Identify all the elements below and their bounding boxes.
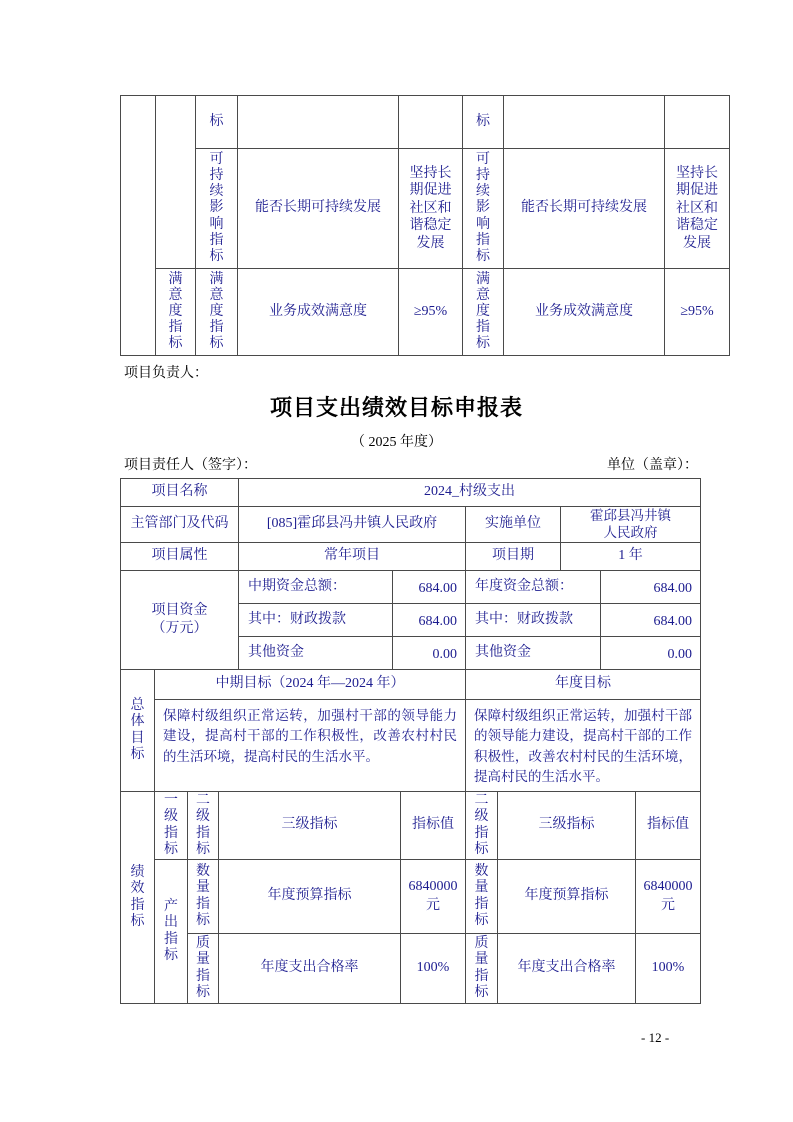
quantity-value-year-cell (636, 860, 701, 934)
header-value-year: 指标值 (647, 817, 689, 833)
cell-satisfaction-name-mid (238, 269, 399, 356)
satisfaction-level1: 满意度指标 (168, 271, 183, 352)
year-fiscal-value-cell (601, 604, 701, 637)
header-value-mid: 指标值 (412, 817, 454, 833)
quality-value-year-cell (636, 934, 701, 1004)
header-level1: 一级指标 (163, 793, 178, 857)
attr-value: 常年项目 (324, 548, 380, 564)
cell-empty-level1-col (156, 96, 196, 269)
header-value-mid-cell (401, 792, 466, 860)
year-goal-header: 年度目标 (555, 676, 611, 692)
cell-empty-performance-col (121, 96, 156, 356)
overall-goal-label-cell (121, 670, 155, 792)
quality-level3-year: 年度支出合格率 (517, 960, 616, 976)
cell-satisfaction-level1 (156, 269, 196, 356)
project-name-label: 项目名称 (151, 484, 208, 500)
header-level2-year: 二级指标 (474, 793, 489, 857)
quantity-value-mid-cell (401, 860, 466, 934)
sustain-name-mid: 能否长期可持续发展 (255, 200, 381, 216)
row-project-name (120, 478, 701, 507)
satisfaction-target-mid: ≥95% (413, 303, 448, 319)
dept-label: 主管部门及代码 (130, 516, 229, 532)
project-leader-label: 项目负责人： (124, 366, 208, 381)
quality-level2-year-cell (466, 934, 498, 1004)
cell-empty-year-name (504, 96, 665, 149)
dept-value: [085]霍邱县冯井镇人民政府 (266, 516, 438, 532)
impl-unit-label-cell (466, 507, 561, 543)
quality-value-year: 100% (651, 960, 685, 976)
mid-goal-header-cell (155, 670, 466, 700)
year-total-label-cell (466, 571, 601, 604)
cell-sustain-level2-year (463, 149, 504, 269)
sustain-level2-mid: 可持续影响指标 (209, 152, 224, 264)
header-value-year-cell (636, 792, 701, 860)
impl-unit-label: 实施单位 (485, 516, 541, 532)
attr-label: 项目属性 (151, 548, 208, 564)
mid-other-value-cell (393, 637, 466, 670)
quantity-level3-year-cell (498, 860, 636, 934)
cell-sustain-name-year (504, 149, 665, 269)
header-level3-year-cell (498, 792, 636, 860)
mid-fiscal-label: 其中：财政拨款 (248, 611, 346, 627)
page-number: - 12 - (641, 1030, 670, 1045)
period-value: 1 年 (618, 548, 643, 564)
mid-goal-header: 中期目标（2024 年—2024 年） (215, 676, 405, 692)
quantity-level2-year-cell (466, 860, 498, 934)
sustain-target-year: 坚持长期促进社区和谐稳定发展 (676, 165, 718, 251)
attr-value-cell (239, 543, 466, 571)
indicator-tail-mid: 标 (209, 113, 224, 129)
project-name-value-cell (239, 479, 701, 507)
fund-label: 项目资金（万元） (151, 602, 208, 636)
output-label: 产出指标 (163, 899, 178, 963)
header-level1-cell (155, 792, 188, 860)
year-goal-text-cell (466, 700, 701, 792)
period-label-cell (466, 543, 561, 571)
mid-other-label-cell (239, 637, 393, 670)
year-goal-header-cell (466, 670, 701, 700)
mid-other-label: 其他资金 (248, 644, 304, 660)
year-total-value-cell (601, 571, 701, 604)
mid-fiscal-value: 684.00 (418, 613, 457, 629)
cell-sustain-name-mid (238, 149, 399, 269)
year-fiscal-label-cell (466, 604, 601, 637)
mid-goal-text-cell (155, 700, 466, 792)
mid-fiscal-value-cell (393, 604, 466, 637)
sustain-level2-year: 可持续影响指标 (475, 152, 490, 264)
satisfaction-level2-year: 满意度指标 (475, 271, 490, 352)
mid-other-value: 0.00 (432, 646, 457, 662)
mid-total-value-cell (393, 571, 466, 604)
year-total-value: 684.00 (653, 580, 692, 596)
quantity-level2-mid-cell (188, 860, 219, 934)
cell-sustain-level2-mid (196, 149, 238, 269)
cell-satisfaction-name-year (504, 269, 665, 356)
cell-satisfaction-level2-mid (196, 269, 238, 356)
declaration-table (120, 478, 701, 1004)
impl-unit-value-cell (561, 507, 701, 543)
header-level3-mid-cell (219, 792, 401, 860)
year-other-label: 其他资金 (475, 644, 531, 660)
quantity-level3-year: 年度预算指标 (524, 888, 609, 904)
page-title: 项目支出绩效目标申报表 (269, 395, 523, 420)
mid-goal-text: 保障村级组织正常运转，加强村干部的领导能力建设，提高村干部的工作积极性，改善农村村民的生活环境，提高村民的生活水平。 (163, 708, 457, 764)
header-level2-year-cell (466, 792, 498, 860)
satisfaction-level2-mid: 满意度指标 (209, 271, 224, 352)
overall-goal-label: 总体目标 (130, 698, 145, 762)
mid-total-label: 中期资金总额： (248, 578, 346, 594)
rows-performance-indicators (120, 792, 701, 1004)
quantity-level3-mid-cell (219, 860, 401, 934)
year-fiscal-value: 684.00 (653, 613, 692, 629)
quality-level2-mid: 质量指标 (195, 936, 210, 1000)
satisfaction-target-year: ≥95% (680, 303, 714, 319)
unit-seal-label: 单位（盖章）： (607, 458, 698, 473)
quantity-level3-mid: 年度预算指标 (267, 888, 352, 904)
indicator-continuation-table (120, 95, 730, 356)
period-label: 项目期 (492, 548, 534, 564)
rows-project-funds (120, 571, 701, 670)
mid-fiscal-label-cell (239, 604, 393, 637)
year-other-value-cell (601, 637, 701, 670)
cell-indicator-tail-mid (196, 96, 238, 149)
quantity-value-mid: 6840000元 (408, 879, 458, 913)
attr-label-cell (121, 543, 239, 571)
page-subtitle: （ 2025 年度） (351, 435, 442, 450)
rows-overall-goal (120, 670, 701, 792)
project-name-label-cell (121, 479, 239, 507)
quantity-level2-year: 数量指标 (474, 864, 489, 928)
mid-total-value: 684.00 (418, 580, 457, 596)
cell-satisfaction-target-mid (399, 269, 463, 356)
indicator-tail-year: 标 (475, 113, 490, 129)
cell-empty-year-value (665, 96, 730, 149)
header-level3-year: 三级指标 (538, 817, 595, 833)
year-other-value: 0.00 (667, 646, 692, 662)
responsible-person-label: 项目责任人（签字）： (124, 458, 257, 473)
quality-level2-mid-cell (188, 934, 219, 1004)
dept-label-cell (121, 507, 239, 543)
sustain-target-mid: 坚持长期促进社区和谐稳定发展 (409, 165, 452, 251)
year-total-label: 年度资金总额： (475, 578, 573, 594)
mid-total-label-cell (239, 571, 393, 604)
quality-level2-year: 质量指标 (474, 936, 489, 1000)
perf-label-cell (121, 792, 155, 1004)
cell-indicator-tail-year (463, 96, 504, 149)
header-level3-mid: 三级指标 (281, 817, 338, 833)
quality-level3-year-cell (498, 934, 636, 1004)
quality-value-mid: 100% (416, 960, 450, 976)
dept-value-cell (239, 507, 466, 543)
cell-satisfaction-target-year (665, 269, 730, 356)
quantity-value-year: 6840000元 (643, 879, 693, 913)
quality-value-mid-cell (401, 934, 466, 1004)
period-value-cell (561, 543, 701, 571)
fund-label-cell (121, 571, 239, 670)
cell-satisfaction-level2-year (463, 269, 504, 356)
satisfaction-name-year: 业务成效满意度 (535, 303, 633, 319)
perf-label: 绩效指标 (130, 865, 145, 929)
satisfaction-name-mid: 业务成效满意度 (269, 303, 367, 319)
quality-level3-mid-cell (219, 934, 401, 1004)
year-fiscal-label: 其中：财政拨款 (475, 611, 573, 627)
header-level2-mid: 二级指标 (195, 793, 210, 857)
project-name-value: 2024_村级支出 (424, 484, 515, 500)
cell-sustain-target-mid (399, 149, 463, 269)
signature-row (124, 454, 698, 474)
impl-unit-value: 霍邱县冯井镇人民政府 (590, 507, 671, 540)
year-goal-text: 保障村级组织正常运转，加强村干部的领导能力建设，提高村干部的工作积极性，改善农村村民的生活环境，提高村民的生活水平。 (474, 708, 692, 784)
cell-empty-mid-name (238, 96, 399, 149)
sustain-name-year: 能否长期可持续发展 (521, 200, 647, 216)
year-other-label-cell (466, 637, 601, 670)
cell-empty-mid-value (399, 96, 463, 149)
cell-sustain-target-year (665, 149, 730, 269)
output-label-cell (155, 860, 188, 1004)
header-level2-mid-cell (188, 792, 219, 860)
quantity-level2-mid: 数量指标 (195, 864, 210, 928)
rows-dept-attr (120, 507, 701, 571)
quality-level3-mid: 年度支出合格率 (260, 960, 359, 976)
